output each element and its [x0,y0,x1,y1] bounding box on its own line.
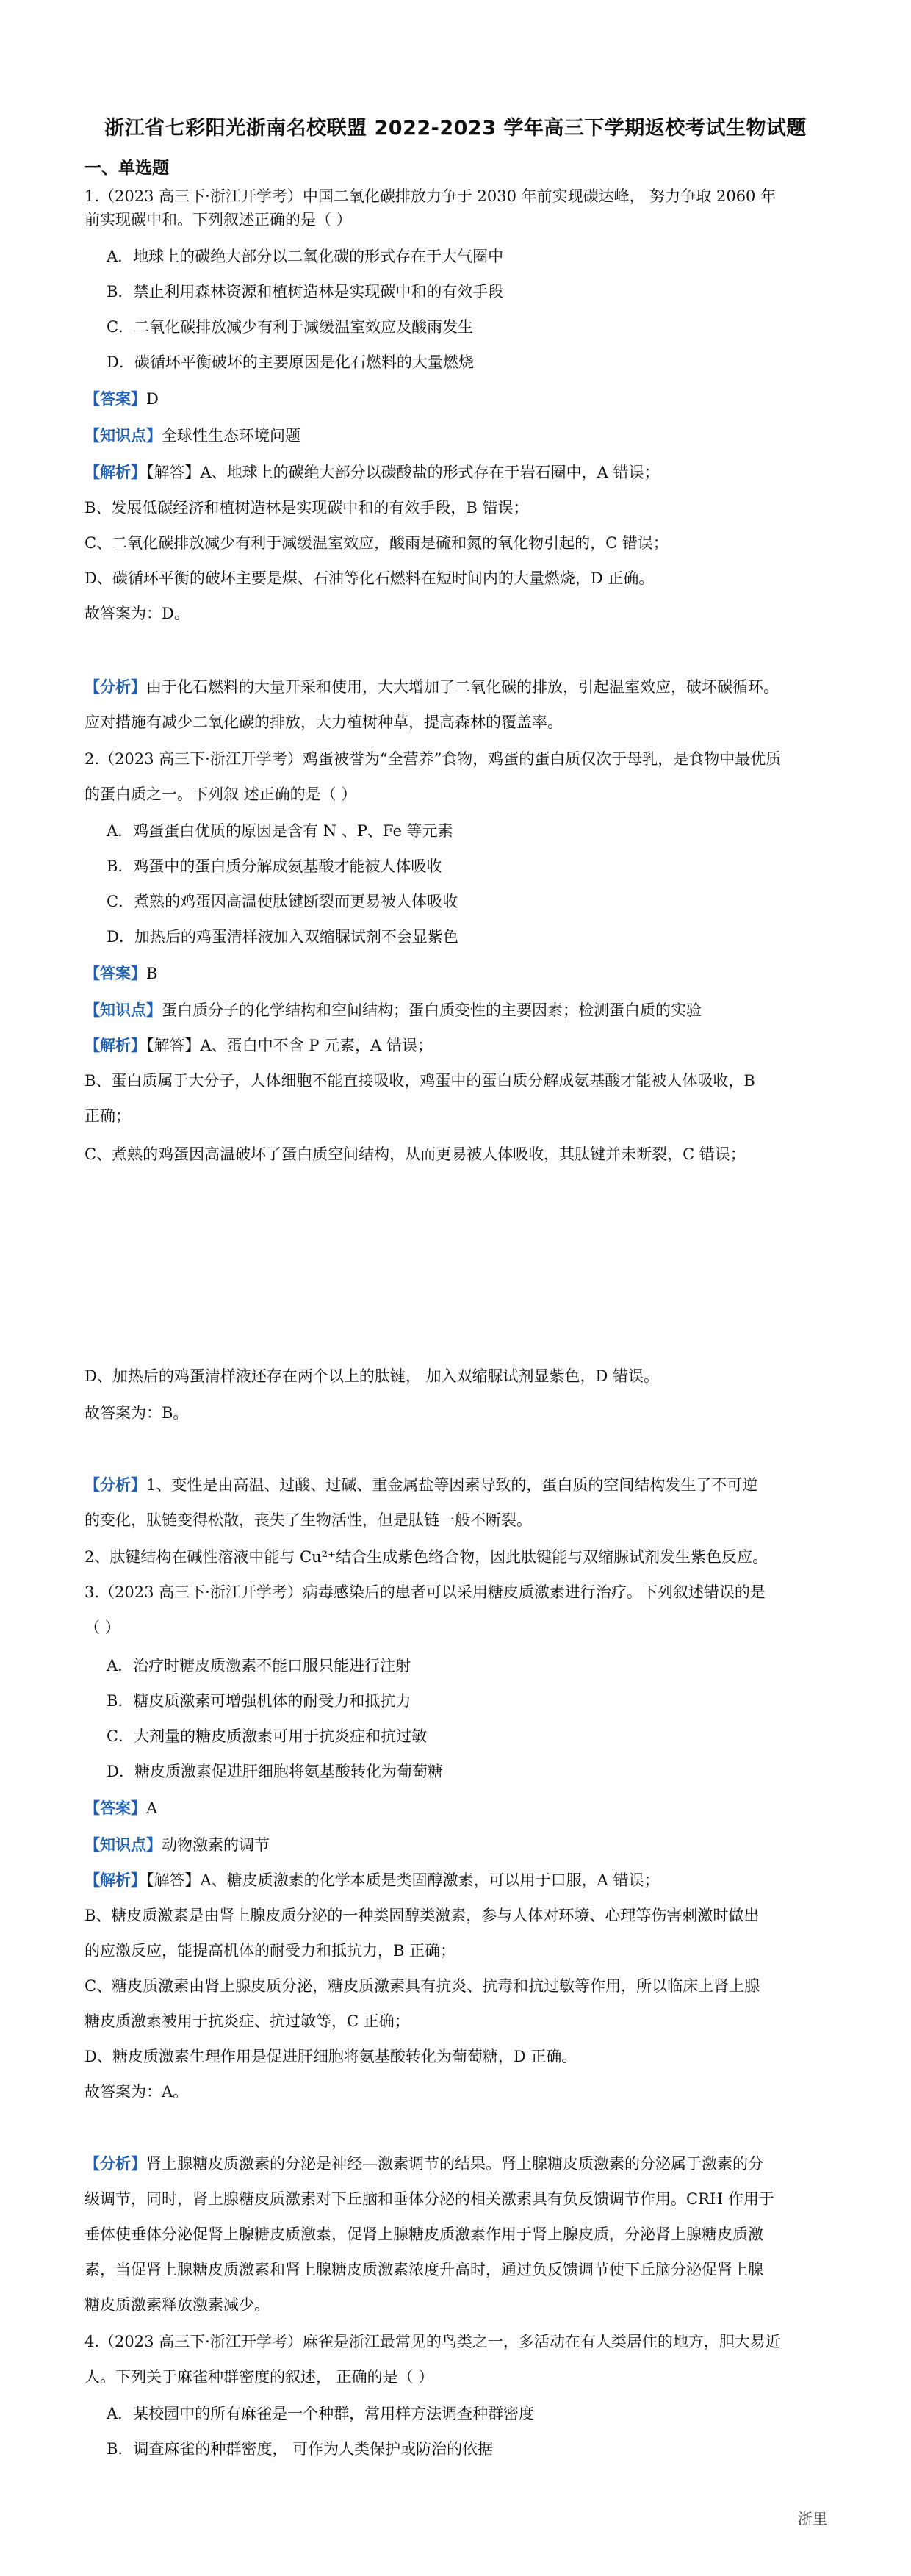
q1-option-a: A．地球上的碳绝大部分以二氧化碳的形式存在于大气圈中 [107,248,504,265]
q1-analysis-3: C、二氧化碳排放减少有利于减缓温室效应，酸雨是硫和氮的氧化物引起的，C 错误； [84,534,669,552]
q1-fenxi-2: 应对措施有减少二氧化碳的排放，大力植树种草，提高森林的覆盖率。 [84,713,563,731]
q3-option-b: B．糖皮质激素可增强机体的耐受力和抵抗力 [107,1692,411,1710]
q4-stem-2: 人。下列关于麻雀种群密度的叙述， 正确的是（ ） [84,2368,434,2386]
q2-analysis-5: D、加热后的鸡蛋清样液还存在两个以上的肽键， 加入双缩脲试剂显紫色，D 错误。 [84,1367,660,1385]
q1-stem-1: 1.（2023 高三下·浙江开学考）中国二氧化碳排放力争于 2030 年前实现碳达峰， 努力争取 2060 年 [84,187,777,205]
q3-option-c: C．大剂量的糖皮质激素可用于抗炎症和抗过敏 [107,1727,428,1745]
section-heading: 一、单选题 [84,159,169,178]
q2-stem-2: 的蛋白质之一。下列叙 述正确的是（ ） [84,785,357,803]
q3-option-d: D．糖皮质激素促进肝细胞将氨基酸转化为葡萄糖 [107,1763,443,1780]
q1-fenxi-1: 【分析】由于化石燃料的大量开采和使用，大大增加了二氧化碳的排放，引起温室效应，破坏碳循环。 [84,677,779,696]
q3-fenxi-4: 素，当促肾上腺糖皮质激素和肾上腺糖皮质激素浓度升高时，通过负反馈调节使下丘脑分泌促肾上腺 [84,2261,763,2278]
q2-option-d: D．加热后的鸡蛋清样液加入双缩脲试剂不会显紫色 [107,928,458,946]
q3-analysis-6: D、糖皮质激素生理作用是促进肝细胞将氨基酸转化为葡萄糖，D 正确。 [84,2048,577,2065]
q1-option-c: C．二氧化碳排放减少有利于减缓温室效应及酸雨发生 [107,318,474,336]
q2-analysis-4: C、煮熟的鸡蛋因高温破坏了蛋白质空间结构，从而更易被人体吸收，其肽键并未断裂，C 错误； [84,1145,746,1163]
q3-stem-2: （ ） [84,1619,120,1636]
q2-analysis-1: 【解析】【解答】A、蛋白中不含 P 元素，A 错误； [84,1036,433,1054]
q3-analysis-1: 【解析】【解答】A、糖皮质激素的化学本质是类固醇激素，可以用于口服，A 错误； [84,1871,660,1889]
q2-option-a: A．鸡蛋蛋白优质的原因是含有 N 、P、Fe 等元素 [107,822,453,840]
q1-option-b: B．禁止利用森林资源和植树造林是实现碳中和的有效手段 [107,283,504,301]
q2-fenxi-3: 2、肽键结构在碱性溶液中能与 Cu²⁺结合生成紫色络合物，因此肽键能与双缩脲试剂发生紫色反应。 [84,1548,768,1566]
q2-knowledge: 【知识点】蛋白质分子的化学结构和空间结构；蛋白质变性的主要因素；检测蛋白质的实验 [84,1001,702,1019]
q4-stem-1: 4.（2023 高三下·浙江开学考）麻雀是浙江最常见的鸟类之一，多活动在有人类居住的地方，胆大易近 [84,2333,781,2350]
page-title: 浙江省七彩阳光浙南名校联盟 2022-2023 学年高三下学期返校考试生物试题 [104,117,807,140]
q3-stem-1: 3.（2023 高三下·浙江开学考）病毒感染后的患者可以采用糖皮质激素进行治疗。下列叙述错误的是 [84,1583,766,1601]
q2-fenxi-1: 【分析】1、变性是由高温、过酸、过碱、重金属盐等因素导致的，蛋白质的空间结构发生了不可逆 [84,1475,758,1494]
q1-analysis-4: D、碳循环平衡的破坏主要是煤、石油等化石燃料在短时间内的大量燃烧，D 正确。 [84,569,655,587]
q3-option-a: A．治疗时糖皮质激素不能口服只能进行注射 [107,1657,411,1674]
q3-analysis-2: B、糖皮质激素是由肾上腺皮质分泌的一种类固醇类激素，参与人体对环境、心理等伤害刺激时做出 [84,1907,760,1924]
q3-fenxi-5: 糖皮质激素释放激素减少。 [84,2296,270,2314]
q3-analysis-3: 的应激反应，能提高机体的耐受力和抵抗力，B 正确； [84,1942,456,1960]
q1-analysis-1: 【解析】【解答】A、地球上的碳绝大部分以碳酸盐的形式存在于岩石圈中，A 错误； [84,463,660,481]
q3-answer: 【答案】A [84,1799,158,1817]
q3-analysis-7: 故答案为：A。 [84,2083,189,2101]
q2-analysis-3: 正确； [84,1107,131,1125]
q2-option-b: B．鸡蛋中的蛋白质分解成氨基酸才能被人体吸收 [107,857,442,875]
q1-analysis-5: 故答案为：D。 [84,605,190,622]
q3-analysis-4: C、糖皮质激素由肾上腺皮质分泌，糖皮质激素具有抗炎、抗毒和抗过敏等作用，所以临床上肾上腺 [84,1977,760,1995]
q2-fenxi-2: 的变化，肽链变得松散，丧失了生物活性，但是肽链一般不断裂。 [84,1511,532,1529]
q3-analysis-5: 糖皮质激素被用于抗炎症、抗过敏等，C 正确； [84,2012,410,2030]
q1-option-d: D．碳循环平衡破坏的主要原因是化石燃料的大量燃烧 [107,353,474,371]
q1-analysis-2: B、发展低碳经济和植树造林是实现碳中和的有效手段，B 错误； [84,499,529,517]
q2-analysis-2: B、蛋白质属于大分子，人体细胞不能直接吸收，鸡蛋中的蛋白质分解成氨基酸才能被人体吸收，B [84,1072,755,1090]
q1-knowledge: 【知识点】全球性生态环境问题 [84,426,300,445]
q4-option-b: B．调查麻雀的种群密度， 可作为人类保护或防治的依据 [107,2440,494,2458]
page-footer: 浙里 [798,2510,827,2528]
q2-stem-1: 2.（2023 高三下·浙江开学考）鸡蛋被誉为“全营养”食物，鸡蛋的蛋白质仅次于母乳，是食物中最优质 [84,750,782,768]
q2-option-c: C．煮熟的鸡蛋因高温使肽键断裂而更易被人体吸收 [107,893,458,910]
q2-analysis-6: 故答案为：B。 [84,1404,189,1422]
q2-answer: 【答案】B [84,964,158,982]
q3-fenxi-3: 垂体使垂体分泌促肾上腺糖皮质激素，促肾上腺糖皮质激素作用于肾上腺皮质，分泌肾上腺糖皮质激 [84,2226,763,2243]
q3-fenxi-1: 【分析】肾上腺糖皮质激素的分泌是神经—激素调节的结果。肾上腺糖皮质激素的分泌属于激素的分 [84,2154,763,2173]
q3-fenxi-2: 级调节，同时，肾上腺糖皮质激素对下丘脑和垂体分泌的相关激素具有负反馈调节作用。CRH 作用于 [84,2190,774,2208]
q4-option-a: A．某校园中的所有麻雀是一个种群，常用样方法调查种群密度 [107,2405,535,2422]
q1-answer: 【答案】D [84,389,159,408]
q1-stem-2: 前实现碳中和。下列叙述正确的是（ ） [84,211,352,229]
q3-knowledge: 【知识点】动物激素的调节 [84,1835,270,1854]
